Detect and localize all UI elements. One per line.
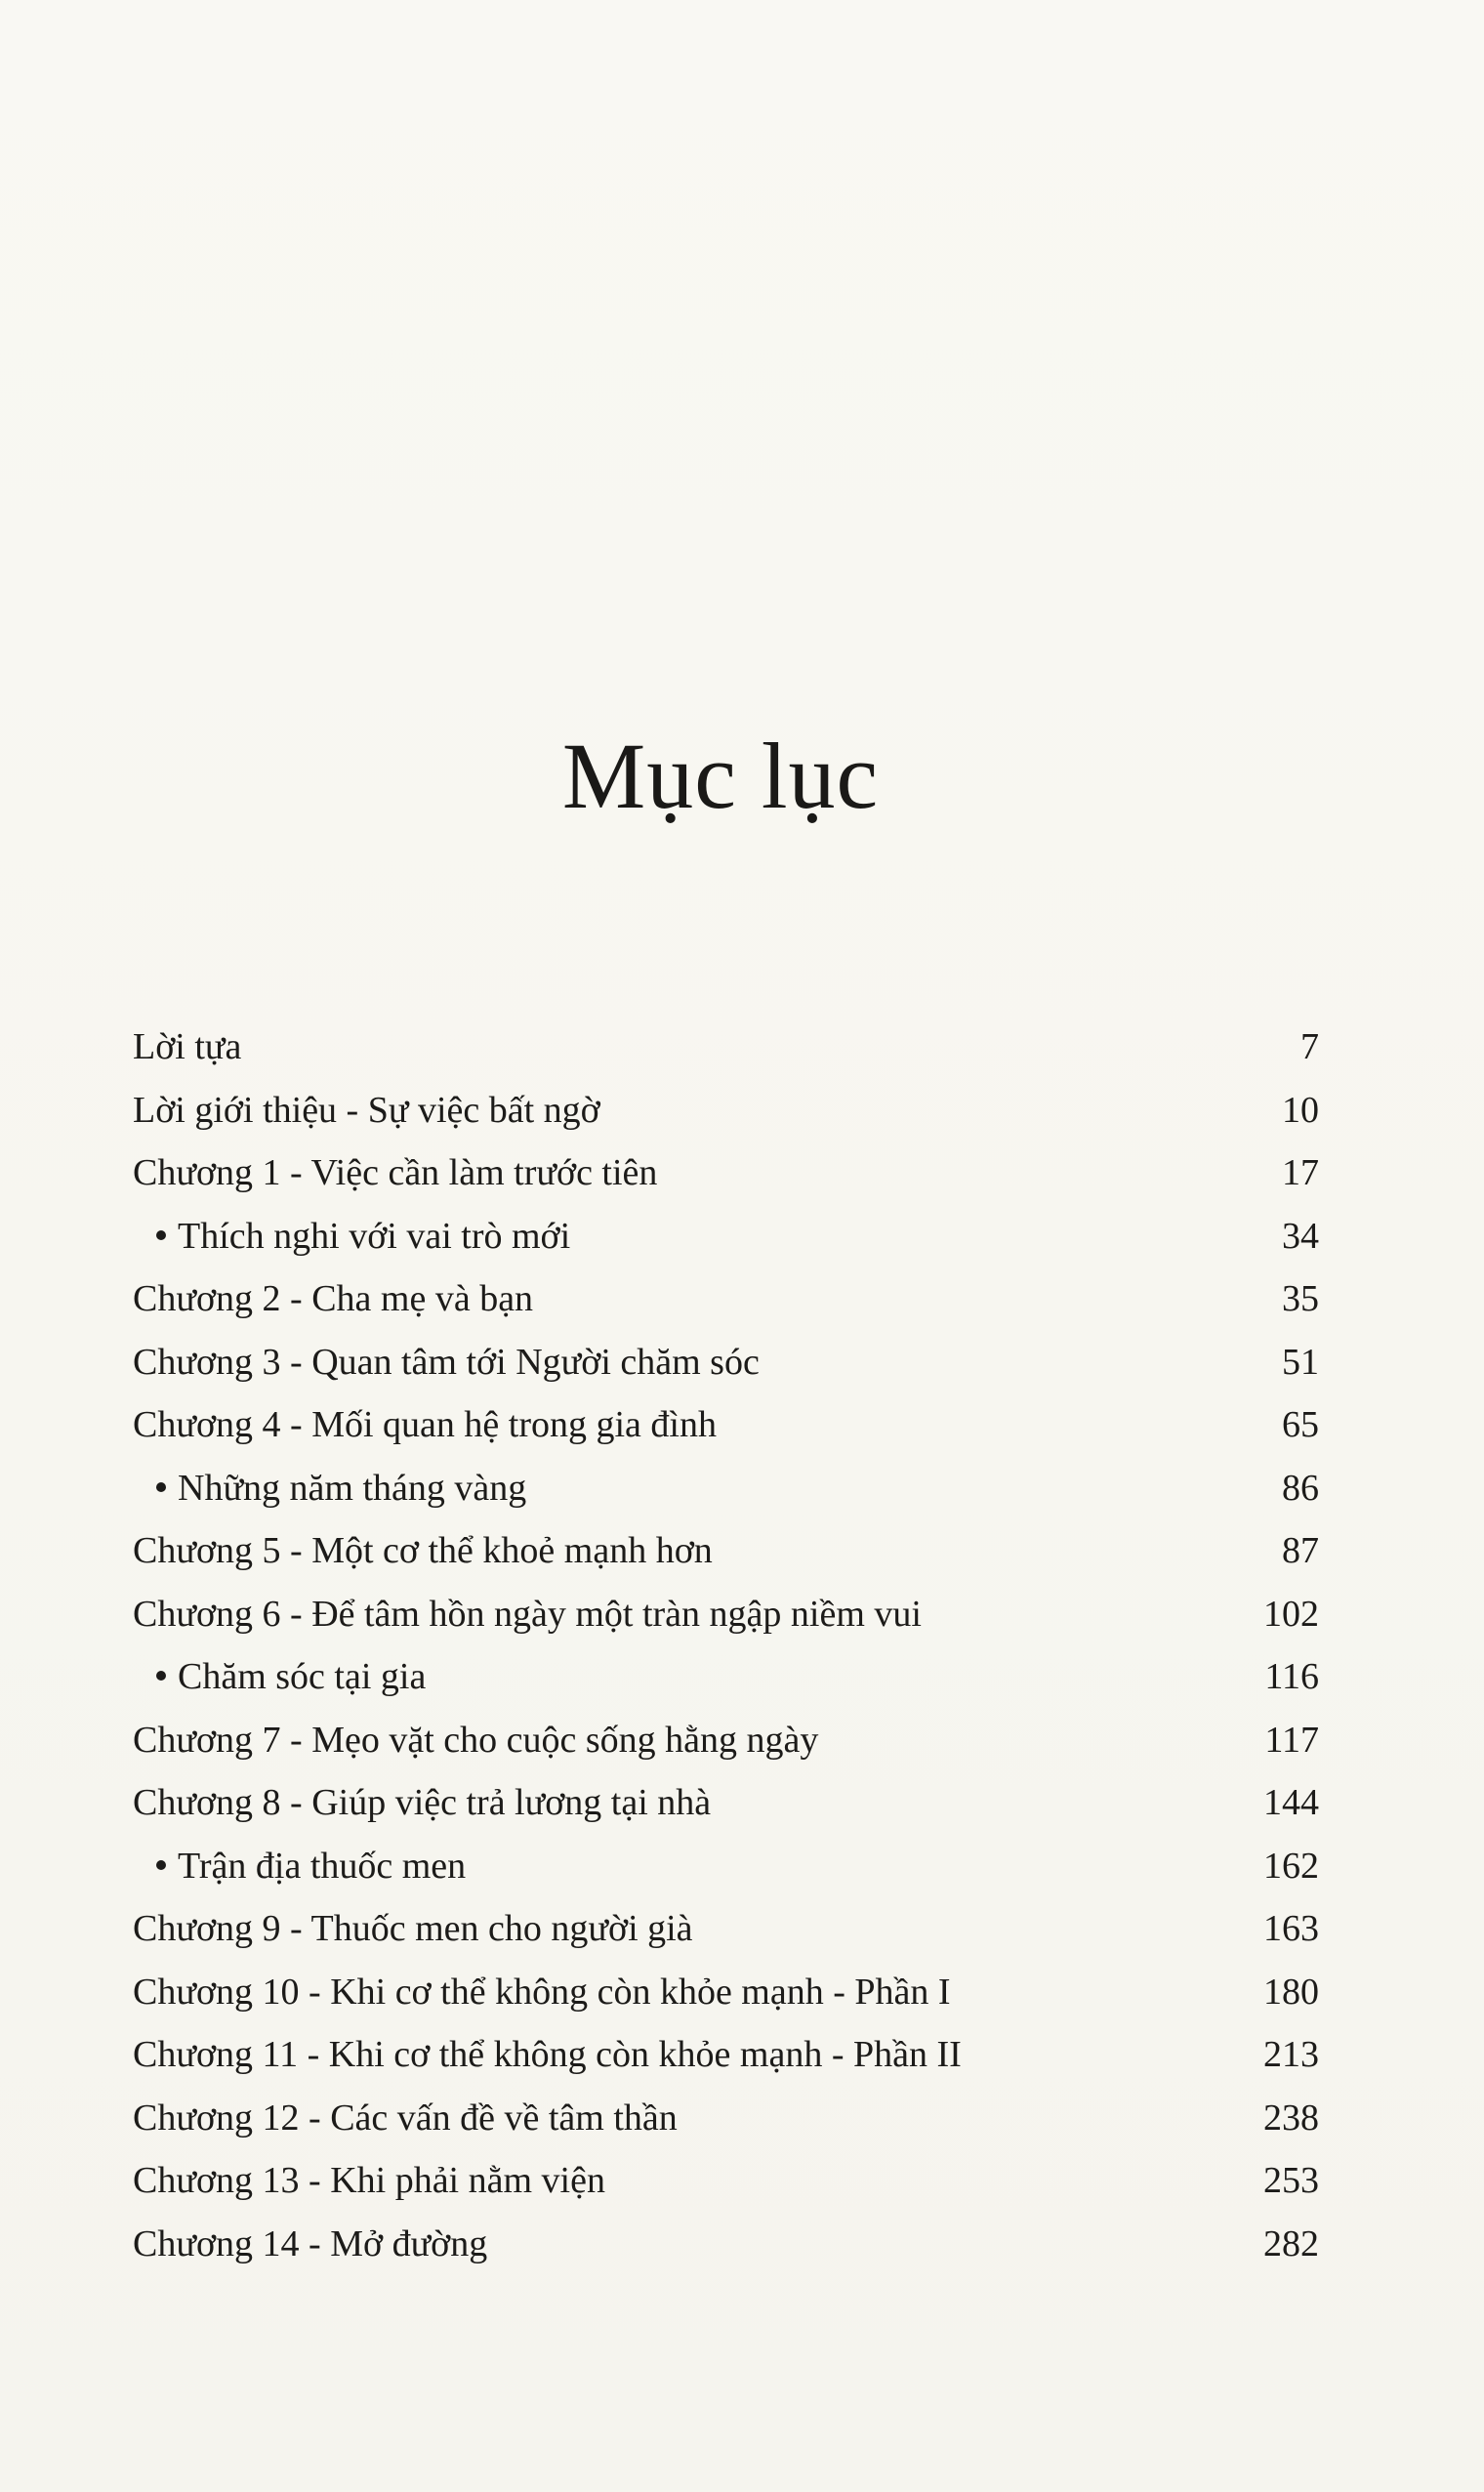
toc-entry-page: 86 [1282,1467,1319,1509]
toc-entry [133,1079,1319,1142]
toc-entry-title: Chương 9 - Thuốc men cho người già [133,1908,693,1949]
toc-entry-page: 87 [1282,1530,1319,1571]
toc-entry [133,2149,1319,2213]
bullet-icon [156,1860,166,1870]
toc-entry-title: Thích nghi với vai trò mới [178,1215,571,1257]
toc-entry-page: 10 [1282,1089,1319,1131]
toc-entry [133,1961,1319,2024]
toc-subentry-wrap [133,1205,570,1268]
toc-entry-title: Chương 2 - Cha mẹ và bạn [133,1278,534,1319]
toc-entry-title: Chương 10 - Khi cơ thể không còn khỏe mạnh - Phần I [133,1971,951,2013]
toc-entry-page: 162 [1263,1845,1319,1887]
toc-entry-page: 51 [1282,1341,1319,1383]
bullet-icon [156,1482,166,1492]
toc-entry-title: Chương 8 - Giúp việc trả lương tại nhà [133,1782,712,1823]
toc-entry [133,1897,1319,1961]
toc-entry-page: 163 [1263,1908,1319,1949]
toc-entry-page: 117 [1264,1719,1319,1761]
toc-entry-page: 35 [1282,1278,1319,1319]
toc-entry-page: 65 [1282,1404,1319,1445]
toc-entry-title: Chương 12 - Các vấn đề về tâm thần [133,2097,678,2139]
toc-subentry [133,1645,1319,1709]
toc-subentry-wrap [133,1645,426,1709]
page-title: Mục lục [561,724,880,828]
toc-entry-title: Chương 1 - Việc cần làm trước tiên [133,1152,658,1193]
toc-entry-title: Những năm tháng vàng [178,1467,527,1509]
bullet-icon [156,1230,166,1240]
toc-entry [133,2087,1319,2150]
toc-entry [133,2023,1319,2087]
bullet-icon [156,1671,166,1681]
toc-entry-title: Lời tựa [133,1026,242,1067]
toc-entry [133,1583,1319,1646]
toc-subentry-wrap [133,1835,466,1898]
table-of-contents [133,1016,1319,2275]
toc-entry-title: Chương 6 - Để tâm hồn ngày một tràn ngập niềm vui [133,1593,922,1635]
toc-entry [133,2213,1319,2276]
toc-subentry-wrap [133,1457,526,1520]
toc-entry-title: Chương 5 - Một cơ thể khoẻ mạnh hơn [133,1530,713,1571]
toc-entry [133,1709,1319,1772]
toc-entry-page: 238 [1263,2097,1319,2139]
toc-entry-title: Chăm sóc tại gia [178,1656,427,1697]
toc-entry-title: Lời giới thiệu - Sự việc bất ngờ [133,1089,600,1131]
toc-entry-page: 102 [1263,1593,1319,1635]
toc-entry-page: 116 [1264,1656,1319,1697]
toc-entry-page: 144 [1263,1782,1319,1823]
toc-entry-page: 34 [1282,1215,1319,1257]
toc-entry [133,1267,1319,1331]
toc-entry-page: 253 [1263,2160,1319,2201]
toc-entry-page: 7 [1300,1026,1319,1067]
toc-entry-title: Chương 13 - Khi phải nằm viện [133,2160,605,2201]
toc-entry-page: 282 [1263,2222,1319,2264]
toc-entry-page: 17 [1282,1152,1319,1193]
toc-entry [133,1771,1319,1835]
toc-entry [133,1519,1319,1583]
toc-entry-title: Chương 11 - Khi cơ thể không còn khỏe mạnh - Phần II [133,2034,962,2075]
toc-subentry [133,1457,1319,1520]
toc-entry-title: Chương 3 - Quan tâm tới Người chăm sóc [133,1341,760,1383]
toc-entry [133,1142,1319,1205]
toc-entry-title: Trận địa thuốc men [178,1845,467,1887]
toc-entry [133,1393,1319,1457]
toc-subentry [133,1835,1319,1898]
toc-entry-page: 180 [1263,1971,1319,2013]
toc-entry-page: 213 [1263,2034,1319,2075]
toc-entry-title: Chương 7 - Mẹo vặt cho cuộc sống hằng ngày [133,1719,819,1761]
toc-entry [133,1331,1319,1394]
toc-entry-title: Chương 14 - Mở đường [133,2222,488,2264]
toc-subentry [133,1205,1319,1268]
toc-entry-title: Chương 4 - Mối quan hệ trong gia đình [133,1404,717,1445]
toc-entry [133,1016,1319,1079]
